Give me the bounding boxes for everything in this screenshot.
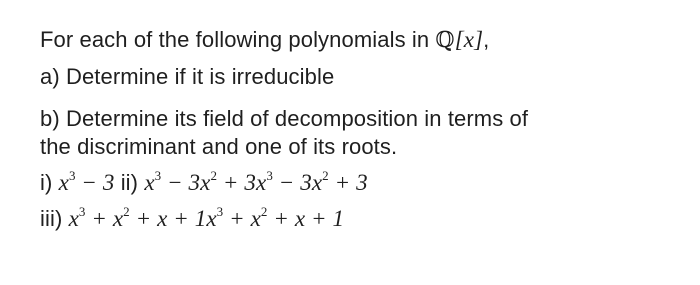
poly-iii-term-2: + x — [85, 206, 124, 231]
poly-ii-label: ii) — [114, 170, 145, 195]
bracket-close: ] — [474, 27, 484, 52]
poly-ii-exp-4: 2 — [322, 167, 329, 183]
poly-ii-term-3: + 3x — [217, 170, 267, 195]
poly-ii-term-4: − 3x — [272, 170, 323, 195]
intro-text: For each of the following polynomials in — [40, 27, 436, 52]
poly-ii-exp-3: 3 — [266, 167, 273, 183]
rationals-symbol: ℚ — [435, 28, 455, 53]
poly-iii-exp-3: 3 — [216, 203, 224, 219]
poly-ii-exp-1: 3 — [154, 167, 162, 183]
bracket-open: [ — [454, 27, 464, 52]
part-b-line-1: b) Determine its field of decomposition in terms of — [40, 106, 529, 131]
polynomials-line-2 — [40, 205, 690, 233]
poly-iii-term-4: + x — [223, 206, 261, 231]
poly-iii-term-5: + x + 1 — [267, 206, 345, 231]
part-a-line: a) Determine if it is irreducible — [40, 64, 335, 89]
poly-i-rest: − 3 — [75, 170, 115, 195]
poly-i-exponent: 3 — [68, 167, 76, 183]
poly-iii-term-3: + x + 1x — [129, 206, 217, 231]
poly-iii-exp-4: 2 — [260, 203, 268, 219]
polynomials-line-1 — [40, 169, 690, 197]
poly-iii-exp-2: 2 — [123, 203, 130, 219]
poly-ii-term-5: + 3 — [328, 170, 368, 195]
poly-ii-term-1: x — [144, 170, 155, 195]
poly-i-term: x — [58, 170, 69, 195]
poly-iii-term-1: x — [68, 206, 79, 231]
poly-ii-exp-2: 2 — [210, 167, 218, 183]
poly-iii-label: iii) — [40, 206, 69, 231]
part-b-line-2: the discriminant and one of its roots. — [40, 134, 398, 159]
intro-comma: , — [483, 27, 490, 52]
problem-text — [40, 26, 690, 233]
poly-iii-exp-1: 3 — [78, 203, 86, 219]
poly-i-label: i) — [40, 170, 59, 195]
poly-ii-term-2: − 3x — [161, 170, 211, 195]
intro-line — [40, 26, 690, 55]
variable-x: x — [463, 27, 475, 52]
